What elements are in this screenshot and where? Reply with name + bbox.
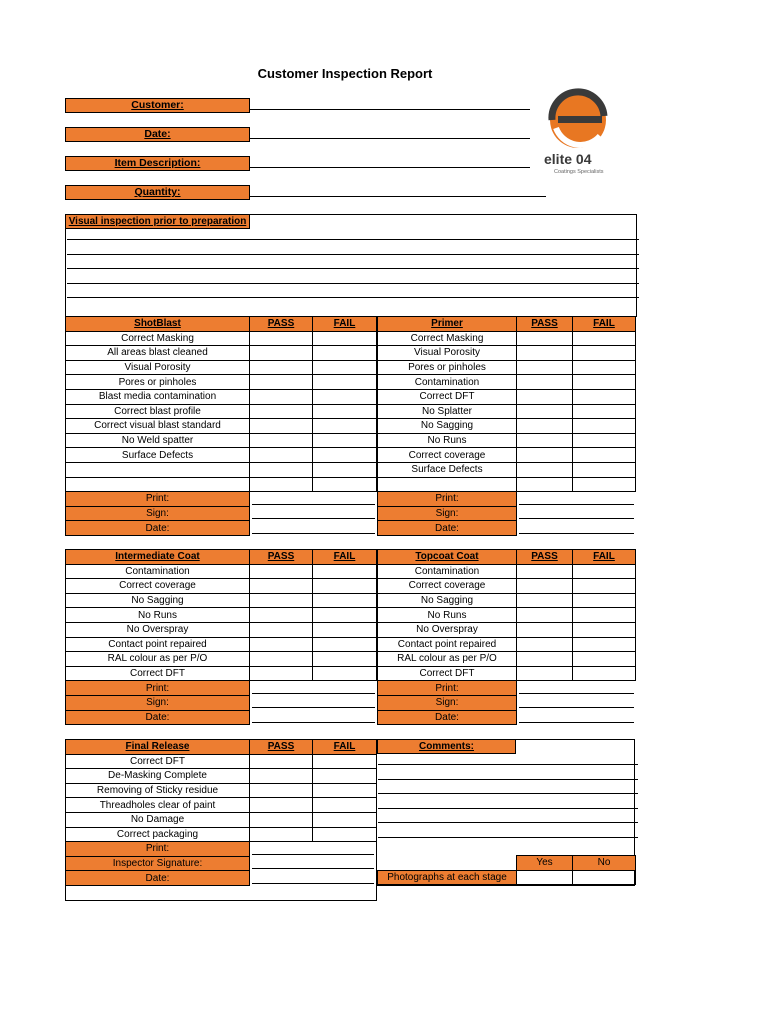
intermediate-item: RAL colour as per P/O bbox=[66, 652, 250, 667]
intermediate-sign-field[interactable] bbox=[252, 697, 375, 708]
primer-item bbox=[378, 477, 517, 492]
shotblast-title: ShotBlast bbox=[66, 317, 250, 332]
fail-cell[interactable] bbox=[573, 331, 636, 346]
primer-item: Correct coverage bbox=[378, 448, 517, 463]
final-release-title: Final Release bbox=[66, 740, 250, 755]
pass-cell[interactable] bbox=[250, 798, 313, 813]
fail-cell[interactable] bbox=[573, 477, 636, 492]
shotblast-item: Correct Masking bbox=[66, 331, 250, 346]
shotblast-item bbox=[66, 477, 250, 492]
fail-cell[interactable] bbox=[573, 462, 636, 477]
visual-inspection-line[interactable] bbox=[67, 283, 639, 284]
fail-cell[interactable] bbox=[573, 419, 636, 434]
primer-item: Correct DFT bbox=[378, 389, 517, 404]
shotblast-item: Pores or pinholes bbox=[66, 375, 250, 390]
pass-cell[interactable] bbox=[250, 433, 313, 448]
fail-cell[interactable] bbox=[313, 769, 377, 784]
yes-header: Yes bbox=[517, 856, 573, 871]
topcoat-sign-field[interactable] bbox=[519, 697, 634, 708]
final-release-item: De-Masking Complete bbox=[66, 769, 250, 784]
primer-print-label: Print: bbox=[378, 492, 517, 507]
topcoat-title: Topcoat Coat bbox=[378, 550, 517, 565]
pass-cell[interactable] bbox=[250, 812, 313, 827]
pass-cell[interactable] bbox=[517, 564, 573, 579]
fail-cell[interactable] bbox=[573, 433, 636, 448]
shotblast-fail-header: FAIL bbox=[313, 317, 377, 332]
final-release-item: No Damage bbox=[66, 812, 250, 827]
primer-table bbox=[377, 316, 636, 536]
pass-cell[interactable] bbox=[250, 608, 313, 623]
photographs-label: Photographs at each stage bbox=[378, 870, 517, 885]
fail-cell[interactable] bbox=[313, 827, 377, 842]
visual-inspection-box bbox=[65, 214, 637, 317]
item-description-field[interactable] bbox=[250, 167, 530, 168]
fail-cell[interactable] bbox=[573, 564, 636, 579]
final-release-table bbox=[65, 739, 377, 901]
shotblast-pass-header: PASS bbox=[250, 317, 313, 332]
topcoat-print-label: Print: bbox=[378, 681, 517, 696]
shotblast-item: Surface Defects bbox=[66, 448, 250, 463]
final-release-date-field[interactable] bbox=[252, 873, 374, 884]
primer-date-label: Date: bbox=[378, 521, 517, 536]
final-release-date-label: Date: bbox=[66, 871, 250, 886]
intermediate-item: Correct coverage bbox=[66, 579, 250, 594]
fail-cell[interactable] bbox=[573, 346, 636, 361]
pass-cell[interactable] bbox=[517, 579, 573, 594]
pass-cell[interactable] bbox=[250, 448, 313, 463]
inspector-signature-label: Inspector Signature: bbox=[66, 856, 250, 871]
elite-logo-icon bbox=[540, 86, 620, 178]
fail-cell[interactable] bbox=[313, 652, 377, 667]
pass-cell[interactable] bbox=[250, 375, 313, 390]
pass-cell[interactable] bbox=[250, 389, 313, 404]
fail-cell[interactable] bbox=[313, 331, 377, 346]
primer-item: No Runs bbox=[378, 433, 517, 448]
fail-cell[interactable] bbox=[573, 404, 636, 419]
fail-cell[interactable] bbox=[313, 593, 377, 608]
fail-cell[interactable] bbox=[313, 622, 377, 637]
pass-cell[interactable] bbox=[250, 754, 313, 769]
pass-cell[interactable] bbox=[517, 652, 573, 667]
date-field[interactable] bbox=[250, 138, 530, 139]
primer-item: Pores or pinholes bbox=[378, 360, 517, 375]
fail-cell[interactable] bbox=[313, 448, 377, 463]
shotblast-sign-field[interactable] bbox=[252, 508, 375, 519]
inspector-signature-field[interactable] bbox=[252, 858, 374, 869]
photographs-spacer bbox=[378, 856, 517, 871]
comments-line[interactable] bbox=[378, 808, 638, 809]
primer-item: Contamination bbox=[378, 375, 517, 390]
primer-fail-header: FAIL bbox=[573, 317, 636, 332]
shotblast-item: Correct blast profile bbox=[66, 404, 250, 419]
fail-cell[interactable] bbox=[313, 404, 377, 419]
fail-cell[interactable] bbox=[573, 448, 636, 463]
shotblast-table bbox=[65, 316, 377, 536]
pass-cell[interactable] bbox=[517, 608, 573, 623]
fail-cell[interactable] bbox=[573, 652, 636, 667]
topcoat-print-field[interactable] bbox=[519, 683, 634, 694]
fail-cell[interactable] bbox=[313, 798, 377, 813]
primer-item: Surface Defects bbox=[378, 462, 517, 477]
pass-cell[interactable] bbox=[250, 622, 313, 637]
fail-cell[interactable] bbox=[313, 754, 377, 769]
fail-cell[interactable] bbox=[313, 579, 377, 594]
shotblast-print-label: Print: bbox=[66, 492, 250, 507]
topcoat-item: No Runs bbox=[378, 608, 517, 623]
intermediate-print-label: Print: bbox=[66, 681, 250, 696]
pass-cell[interactable] bbox=[517, 637, 573, 652]
pass-cell[interactable] bbox=[250, 593, 313, 608]
primer-item: Correct Masking bbox=[378, 331, 517, 346]
pass-cell[interactable] bbox=[517, 346, 573, 361]
topcoat-item: No Sagging bbox=[378, 593, 517, 608]
topcoat-item: Correct coverage bbox=[378, 579, 517, 594]
pass-cell[interactable] bbox=[250, 477, 313, 492]
page-title: Customer Inspection Report bbox=[257, 66, 433, 81]
pass-cell[interactable] bbox=[250, 666, 313, 681]
final-release-item: Removing of Sticky residue bbox=[66, 783, 250, 798]
visual-inspection-line[interactable] bbox=[67, 268, 639, 269]
fail-cell[interactable] bbox=[573, 389, 636, 404]
pass-cell[interactable] bbox=[517, 622, 573, 637]
primer-print-field[interactable] bbox=[519, 494, 634, 505]
final-release-item: Correct DFT bbox=[66, 754, 250, 769]
shotblast-date-label: Date: bbox=[66, 521, 250, 536]
intermediate-date-field[interactable] bbox=[252, 712, 375, 723]
date-label: Date: bbox=[65, 127, 250, 142]
fail-cell[interactable] bbox=[313, 783, 377, 798]
primer-item: No Splatter bbox=[378, 404, 517, 419]
fail-cell[interactable] bbox=[573, 608, 636, 623]
photographs-table bbox=[377, 855, 636, 885]
pass-cell[interactable] bbox=[250, 404, 313, 419]
no-header: No bbox=[573, 856, 636, 871]
pass-cell[interactable] bbox=[250, 419, 313, 434]
pass-cell[interactable] bbox=[250, 783, 313, 798]
topcoat-item: No Overspray bbox=[378, 622, 517, 637]
fail-cell[interactable] bbox=[573, 360, 636, 375]
fail-cell[interactable] bbox=[313, 360, 377, 375]
topcoat-item: Contamination bbox=[378, 564, 517, 579]
shotblast-print-field[interactable] bbox=[252, 494, 375, 505]
intermediate-item: No Runs bbox=[66, 608, 250, 623]
fail-cell[interactable] bbox=[313, 433, 377, 448]
final-release-print-field[interactable] bbox=[252, 844, 374, 855]
logo-tagline: Coatings Specialists bbox=[554, 169, 604, 175]
shotblast-item: Blast media contamination bbox=[66, 389, 250, 404]
comments-line[interactable] bbox=[378, 779, 638, 780]
pass-cell[interactable] bbox=[517, 360, 573, 375]
shotblast-item: Correct visual blast standard bbox=[66, 419, 250, 434]
fail-cell[interactable] bbox=[313, 812, 377, 827]
fail-cell[interactable] bbox=[573, 622, 636, 637]
intermediate-title: Intermediate Coat bbox=[66, 550, 250, 565]
topcoat-item: Correct DFT bbox=[378, 666, 517, 681]
pass-cell[interactable] bbox=[517, 419, 573, 434]
intermediate-sign-label: Sign: bbox=[66, 695, 250, 710]
primer-date-field[interactable] bbox=[519, 523, 634, 534]
visual-inspection-label: Visual inspection prior to preparation bbox=[65, 214, 250, 229]
fail-cell[interactable] bbox=[573, 579, 636, 594]
pass-cell[interactable] bbox=[250, 346, 313, 361]
logo-brand: elite 04 bbox=[544, 151, 592, 167]
final-release-fail-header: FAIL bbox=[313, 740, 377, 755]
comments-label: Comments: bbox=[377, 739, 516, 754]
final-release-item: Threadholes clear of paint bbox=[66, 798, 250, 813]
shotblast-date-field[interactable] bbox=[252, 523, 375, 534]
comments-line[interactable] bbox=[378, 837, 638, 838]
intermediate-fail-header: FAIL bbox=[313, 550, 377, 565]
final-release-print-label: Print: bbox=[66, 842, 250, 857]
topcoat-date-field[interactable] bbox=[519, 712, 634, 723]
topcoat-sign-label: Sign: bbox=[378, 695, 517, 710]
intermediate-pass-header: PASS bbox=[250, 550, 313, 565]
customer-field[interactable] bbox=[250, 109, 530, 110]
pass-cell[interactable] bbox=[250, 360, 313, 375]
fail-cell[interactable] bbox=[573, 375, 636, 390]
intermediate-date-label: Date: bbox=[66, 710, 250, 725]
intermediate-item: No Sagging bbox=[66, 593, 250, 608]
intermediate-print-field[interactable] bbox=[252, 683, 375, 694]
intermediate-item: No Overspray bbox=[66, 622, 250, 637]
fail-cell[interactable] bbox=[313, 608, 377, 623]
visual-inspection-line[interactable] bbox=[67, 297, 639, 298]
comments-line[interactable] bbox=[378, 764, 638, 765]
visual-inspection-line[interactable] bbox=[67, 239, 639, 240]
pass-cell[interactable] bbox=[250, 637, 313, 652]
item-description-label: Item Description: bbox=[65, 156, 250, 171]
primer-pass-header: PASS bbox=[517, 317, 573, 332]
pass-cell[interactable] bbox=[250, 827, 313, 842]
topcoat-table bbox=[377, 549, 636, 725]
pass-cell[interactable] bbox=[517, 448, 573, 463]
fail-cell[interactable] bbox=[313, 637, 377, 652]
fail-cell[interactable] bbox=[313, 564, 377, 579]
pass-cell[interactable] bbox=[250, 331, 313, 346]
intermediate-item: Correct DFT bbox=[66, 666, 250, 681]
comments-line[interactable] bbox=[378, 822, 638, 823]
primer-title: Primer bbox=[378, 317, 517, 332]
topcoat-item: Contact point repaired bbox=[378, 637, 517, 652]
pass-cell[interactable] bbox=[250, 462, 313, 477]
fail-cell[interactable] bbox=[573, 637, 636, 652]
fail-cell[interactable] bbox=[573, 593, 636, 608]
final-release-item: Correct packaging bbox=[66, 827, 250, 842]
pass-cell[interactable] bbox=[517, 331, 573, 346]
photographs-yes-cell[interactable] bbox=[517, 870, 573, 885]
primer-sign-field[interactable] bbox=[519, 508, 634, 519]
final-release-pass-header: PASS bbox=[250, 740, 313, 755]
photographs-no-cell[interactable] bbox=[573, 870, 636, 885]
intermediate-item: Contamination bbox=[66, 564, 250, 579]
quantity-field[interactable] bbox=[250, 196, 546, 197]
fail-cell[interactable] bbox=[313, 462, 377, 477]
shotblast-item: Visual Porosity bbox=[66, 360, 250, 375]
pass-cell[interactable] bbox=[517, 404, 573, 419]
fail-cell[interactable] bbox=[313, 477, 377, 492]
quantity-label: Quantity: bbox=[65, 185, 250, 200]
topcoat-item: RAL colour as per P/O bbox=[378, 652, 517, 667]
fail-cell[interactable] bbox=[313, 375, 377, 390]
pass-cell[interactable] bbox=[517, 375, 573, 390]
fail-cell[interactable] bbox=[573, 666, 636, 681]
comments-line[interactable] bbox=[378, 793, 638, 794]
pass-cell[interactable] bbox=[517, 477, 573, 492]
visual-inspection-line[interactable] bbox=[67, 254, 639, 255]
fail-cell[interactable] bbox=[313, 346, 377, 361]
shotblast-item bbox=[66, 462, 250, 477]
shotblast-sign-label: Sign: bbox=[66, 506, 250, 521]
primer-item: Visual Porosity bbox=[378, 346, 517, 361]
pass-cell[interactable] bbox=[517, 389, 573, 404]
customer-label: Customer: bbox=[65, 98, 250, 113]
pass-cell[interactable] bbox=[250, 579, 313, 594]
pass-cell[interactable] bbox=[250, 769, 313, 784]
shotblast-item: No Weld spatter bbox=[66, 433, 250, 448]
primer-item: No Sagging bbox=[378, 419, 517, 434]
primer-sign-label: Sign: bbox=[378, 506, 517, 521]
company-logo bbox=[540, 86, 620, 178]
pass-cell[interactable] bbox=[517, 593, 573, 608]
pass-cell[interactable] bbox=[250, 564, 313, 579]
fail-cell[interactable] bbox=[313, 666, 377, 681]
intermediate-item: Contact point repaired bbox=[66, 637, 250, 652]
final-release-spacer bbox=[66, 885, 377, 900]
shotblast-item: All areas blast cleaned bbox=[66, 346, 250, 361]
topcoat-fail-header: FAIL bbox=[573, 550, 636, 565]
topcoat-date-label: Date: bbox=[378, 710, 517, 725]
pass-cell[interactable] bbox=[517, 666, 573, 681]
fail-cell[interactable] bbox=[313, 419, 377, 434]
intermediate-coat-table bbox=[65, 549, 377, 725]
pass-cell[interactable] bbox=[250, 652, 313, 667]
pass-cell[interactable] bbox=[517, 462, 573, 477]
topcoat-pass-header: PASS bbox=[517, 550, 573, 565]
fail-cell[interactable] bbox=[313, 389, 377, 404]
pass-cell[interactable] bbox=[517, 433, 573, 448]
